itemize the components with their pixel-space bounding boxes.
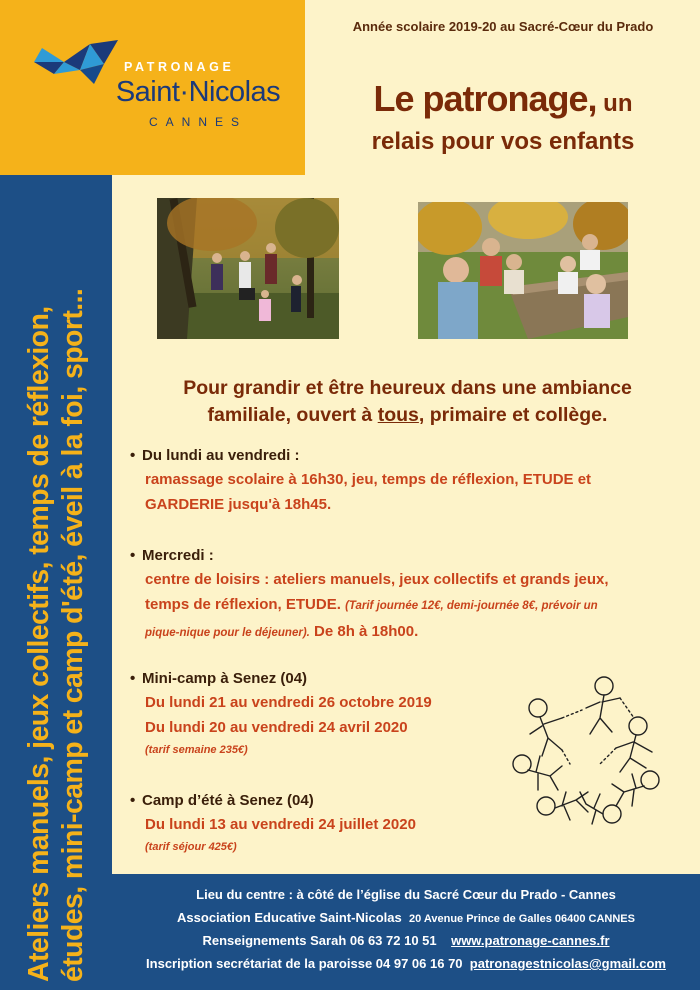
logo-block bbox=[0, 0, 305, 175]
school-year: Année scolaire 2019-20 au Sacré-Cœur du Prado bbox=[352, 19, 654, 34]
side-band-line-2: études, mini-camp et camp d'été, éveil à la foi, sport... bbox=[57, 288, 89, 982]
tagline-line-2 bbox=[130, 402, 685, 429]
parish-phone: Inscription secrétariat de la paroisse 04 97 06 16 70 bbox=[146, 956, 463, 971]
kid-figure bbox=[529, 699, 562, 756]
tagline bbox=[130, 375, 685, 429]
page-title bbox=[318, 78, 688, 120]
camp-date: Du lundi 20 au vendredi 24 avril 2020 bbox=[145, 719, 408, 736]
section-weekdays bbox=[130, 445, 690, 517]
logo-cannes-text: CANNES bbox=[148, 115, 247, 129]
tagline-underlined: tous bbox=[377, 404, 419, 426]
camp-date: Du lundi 13 au vendredi 24 juillet 2020 bbox=[145, 816, 416, 833]
bullet-icon: • bbox=[130, 447, 136, 464]
contact-phone: Renseignements Sarah 06 63 72 10 51 bbox=[202, 933, 437, 948]
footer-registration bbox=[112, 956, 700, 971]
side-band-text bbox=[22, 182, 90, 982]
tagline-line-1: Pour grandir et être heureux dans une ambiance bbox=[183, 377, 632, 399]
kid-figure bbox=[586, 677, 620, 734]
opening-hours: De 8h à 18h00. bbox=[314, 623, 419, 640]
bullet-icon: • bbox=[130, 792, 136, 809]
footer-contact bbox=[112, 933, 700, 948]
kid-figure bbox=[537, 792, 588, 820]
section-body-text: temps de réflexion, ETUDE. bbox=[145, 596, 341, 613]
section-body bbox=[145, 467, 690, 517]
photo-outdoor-walk bbox=[157, 198, 339, 339]
kid-figure bbox=[513, 755, 562, 790]
section-body-line: centre de loisirs : ateliers manuels, jeux collectifs et grands jeux, bbox=[145, 571, 609, 588]
section-head-text: Camp d’été à Senez (04) bbox=[142, 792, 314, 809]
section-body-line bbox=[145, 592, 690, 619]
price-note: pique-nique pour le déjeuner). bbox=[145, 627, 310, 639]
email-link[interactable]: patronagestnicolas@gmail.com bbox=[469, 956, 666, 971]
website-link[interactable]: www.patronage-cannes.fr bbox=[451, 933, 610, 948]
camp-date: Du lundi 21 au vendredi 26 octobre 2019 bbox=[145, 694, 432, 711]
section-body-line: GARDERIE jusqu'à 18h45. bbox=[145, 496, 332, 513]
children-circle-drawing-icon bbox=[500, 668, 680, 833]
association-address: 20 Avenue Prince de Galles 06400 CANNES bbox=[408, 913, 635, 925]
footer bbox=[112, 874, 700, 990]
section-head-text: Du lundi au vendredi : bbox=[142, 447, 300, 464]
price-note: (tarif semaine 235€) bbox=[145, 744, 248, 756]
section-head-text: Mini-camp à Senez (04) bbox=[142, 670, 308, 687]
page-subtitle: relais pour vos enfants bbox=[371, 128, 635, 155]
section-head-text: Mercredi : bbox=[142, 547, 214, 564]
title-big: Le patronage, bbox=[373, 78, 597, 119]
bullet-icon: • bbox=[130, 547, 136, 564]
bullet-icon: • bbox=[130, 670, 136, 687]
section-body-line: ramassage scolaire à 16h30, jeu, temps de réflexion, ETUDE et bbox=[145, 471, 592, 488]
photo-picnic-table bbox=[418, 202, 628, 339]
title-small: un bbox=[596, 90, 633, 117]
section-body-line bbox=[145, 619, 690, 646]
section-wednesday bbox=[130, 545, 690, 646]
price-note: (Tarif journée 12€, demi-journée 8€, prévoir un bbox=[345, 600, 598, 612]
footer-association bbox=[112, 910, 700, 925]
kid-figure bbox=[580, 792, 621, 824]
association-name: Association Educative Saint-Nicolas bbox=[177, 910, 402, 925]
section-head bbox=[130, 545, 690, 567]
price-note: (tarif séjour 425€) bbox=[145, 841, 237, 853]
kid-figure bbox=[616, 717, 652, 772]
side-band-line-1: Ateliers manuels, jeux collectifs, temps de réflexion, bbox=[23, 306, 55, 982]
kid-figure bbox=[612, 771, 659, 806]
section-body bbox=[145, 567, 690, 646]
logo-saint-nicolas-text: Saint·Nicolas bbox=[115, 76, 281, 108]
footer-location: Lieu du centre : à côté de l’église du Sacré Cœur du Prado - Cannes bbox=[196, 887, 616, 902]
tagline-part-3: , primaire et collège. bbox=[418, 404, 608, 426]
tagline-part-2: familiale, ouvert à bbox=[207, 404, 378, 426]
logo-patronage-text: PATRONAGE bbox=[124, 60, 235, 74]
section-head bbox=[130, 445, 690, 467]
